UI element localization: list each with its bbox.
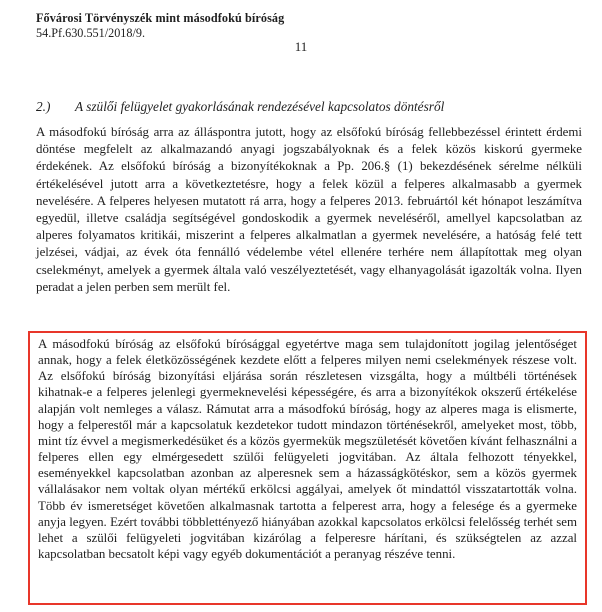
section-title: A szülői felügyelet gyakorlásának rendezésével kapcsolatos döntésről	[75, 99, 445, 114]
highlight-rectangle-annotation	[28, 331, 587, 605]
section-number: 2.)	[36, 99, 51, 114]
court-name: Fővárosi Törvényszék mint másodfokú bíróság	[36, 11, 285, 25]
case-number: 54.Pf.630.551/2018/9.	[36, 26, 146, 40]
paragraph-first: A másodfokú bíróság arra az álláspontra jutott, hogy az elsőfokú bíróság fellebbezéssel érintett érdemi döntése megfelelt az alkalmazandó anyagi jogszabályoknak és a felek közös kiskorú gyermeke érdekének. Az elsőfokú bíróság a bizonyítékoknak a Pp. 206.§ (1) bekezdésének sérelme nélküli értékelésével jutott arra a következtetésre, hogy a felek közül a felperes alkalmasabb a gyermek nevelésére. A felperes helyesen mutatott rá arra, hogy a felperes 2013. februártól két hónapot leszámítva egyedül, illetve családja segítségével gondoskodik a gyermek neveléséről, amellyel kapcsolatban az alperes folyamatos kritikái, miszerint a felperes alkalmatlan a gyermek nevelésére, a hatóság felé tett jelzései, vádjai, az évek óta fennálló védelembe vétel ellenére terhére nem állapítottak meg olyan cselekményt, amelyek a gyermek általa való veszélyeztetését, vagy elhanyagolását igazolták volna. Ilyen peradat a jelen perben sem merült fel.	[36, 125, 582, 294]
section-heading	[36, 99, 582, 115]
document-header	[36, 11, 284, 41]
paragraph-highlighted: A másodfokú bíróság az elsőfokú bírósággal egyetértve maga sem tulajdonított jogilag jelentőséget annak, hogy a felek életközösségének kezdete előtt a felperes milyen nemi cselekmények részese volt. Az elsőfokú bíróság bizonyítási eljárása során részletesen vizsgálta, hogy a múltbéli történések kihatnak-e a felperes jelenlegi gyermeknevelési képességére, és arra a bizonyítékok okszerű értékelése alapján volt nemleges a válasz. Rámutat arra a másodfokú bíróság, hogy az alperes maga is elismerte, hogy a felperestől már a kapcsolatuk kezdetekor tudott mindazon történésekről, amelyeket most, több, mint tíz évvel a megismerkedésüket és a közös gyermekük megszületését követően kívánt felhasználni a felperes ellen egy elmérgesedett szülői felügyeleti jogvitában. Az általa felhozott tényekkel, eseményekkel kapcsolatban azonban az alperesnek sem a házasságkötéskor, sem a közös gyermek vállalásakor nem voltak olyan mértékű erkölcsi aggályai, amelyek őt mindattól visszatartották volna. Több év ismeretséget követően alkalmasnak tartotta a felperest arra, hogy a felesége és a gyermeke anyja legyen. Ezért további többlettényező hiányában azokkal kapcsolatos erkölcsi felelősség terhét sem lehet a szülői felügyeleti jogvitában kizárólag a felperesre hárítani, és szükségtelen az azzal kapcsolatban becsatolt képi vagy egyéb dokumentációt a peranyag részéve tenni.	[38, 337, 577, 562]
page-number: 11	[294, 39, 308, 54]
